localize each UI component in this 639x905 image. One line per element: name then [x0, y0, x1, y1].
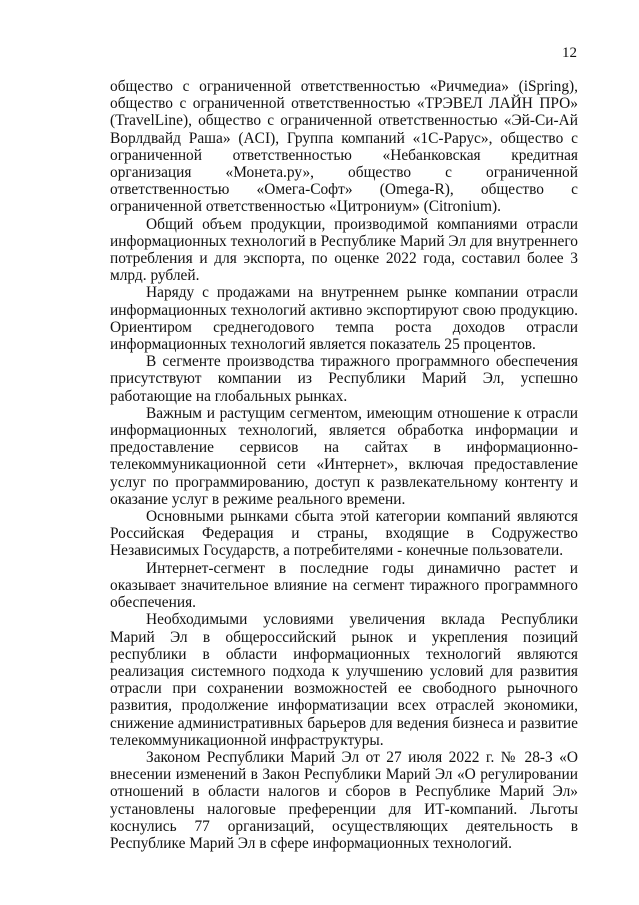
paragraph-export: Наряду с продажами на внутреннем рынке компании отрасли информационных технологий активно экспортируют свою продукцию. Ориентиром среднегодового темпа роста доходов отрасли информационных технологий является показатель 25 процентов.: [110, 284, 578, 354]
paragraph-software-segment: В сегменте производства тиражного программного обеспечения присутствуют компании из Республики Марий Эл, успешно работающие на глобальных рынках.: [110, 353, 578, 405]
paragraph-markets: Основными рынками сбыта этой категории компаний являются Российская Федерация и страны, входящие в Содружество Независимых Государств, а потребителями - конечные пользователи.: [110, 508, 578, 560]
paragraph-production-volume: Общий объем продукции, производимой компаниями отрасли информационных технологий в Республике Марий Эл для внутреннего потребления и для экспорта, по оценке 2022 года, составил более 3 млрд. рублей.: [110, 215, 578, 285]
paragraph-internet-services: Важным и растущим сегментом, имеющим отношение к отрасли информационных технологий, является обработка информации и предоставление сервисов на сайтах в информационно-телекоммуникационной сети «Интернет», включая предоставление услуг по программированию, доступ к развлекательному контенту и оказание услуг в режиме реального времени.: [110, 404, 578, 508]
paragraph-conditions: Необходимыми условиями увеличения вклада Республики Марий Эл в общероссийский рынок и укрепления позиций республики в области информационных технологий являются реализация системного подхода к улучшению условий для развития отрасли при сохранении возможностей ее свободного рыночного развития, продолжение информатизации всех отраслей экономики, снижение административных барьеров для ведения бизнеса и развитие телекоммуникационной инфраструктуры.: [110, 611, 578, 749]
page-number: 12: [562, 45, 577, 61]
paragraph-organizations-list: общество с ограниченной ответственностью «Ричмедиа» (iSpring), общество с ограниченной ответственностью «ТРЭВЕЛ ЛАЙН ПРО» (TravelLine), общество с ограниченной ответственностью «Эй-Си-Ай Ворлдвайд Раша» (ACI), Группа компаний «1С-Рарус», общество с ограниченной ответственностью «Небанковская кредитная организация «Монета.ру», общество с ограниченной ответственностью «Омега-Софт» (Omega-R), общество с ограниченной ответственностью «Цитрониум» (Citronium).: [110, 78, 578, 216]
document-body: [110, 78, 578, 852]
paragraph-tax-preferences: Законом Республики Марий Эл от 27 июля 2022 г. № 28-З «О внесении изменений в Закон Республики Марий Эл «О регулировании отношений в области налогов и сборов в Республике Марий Эл» установлены налоговые преференции для ИТ-компаний. Льготы коснулись 77 организаций, осуществляющих деятельность в Республике Марий Эл в сфере информационных технологий.: [110, 748, 578, 852]
paragraph-internet-segment: Интернет-сегмент в последние годы динамично растет и оказывает значительное влияние на сегмент тиражного программного обеспечения.: [110, 559, 578, 612]
